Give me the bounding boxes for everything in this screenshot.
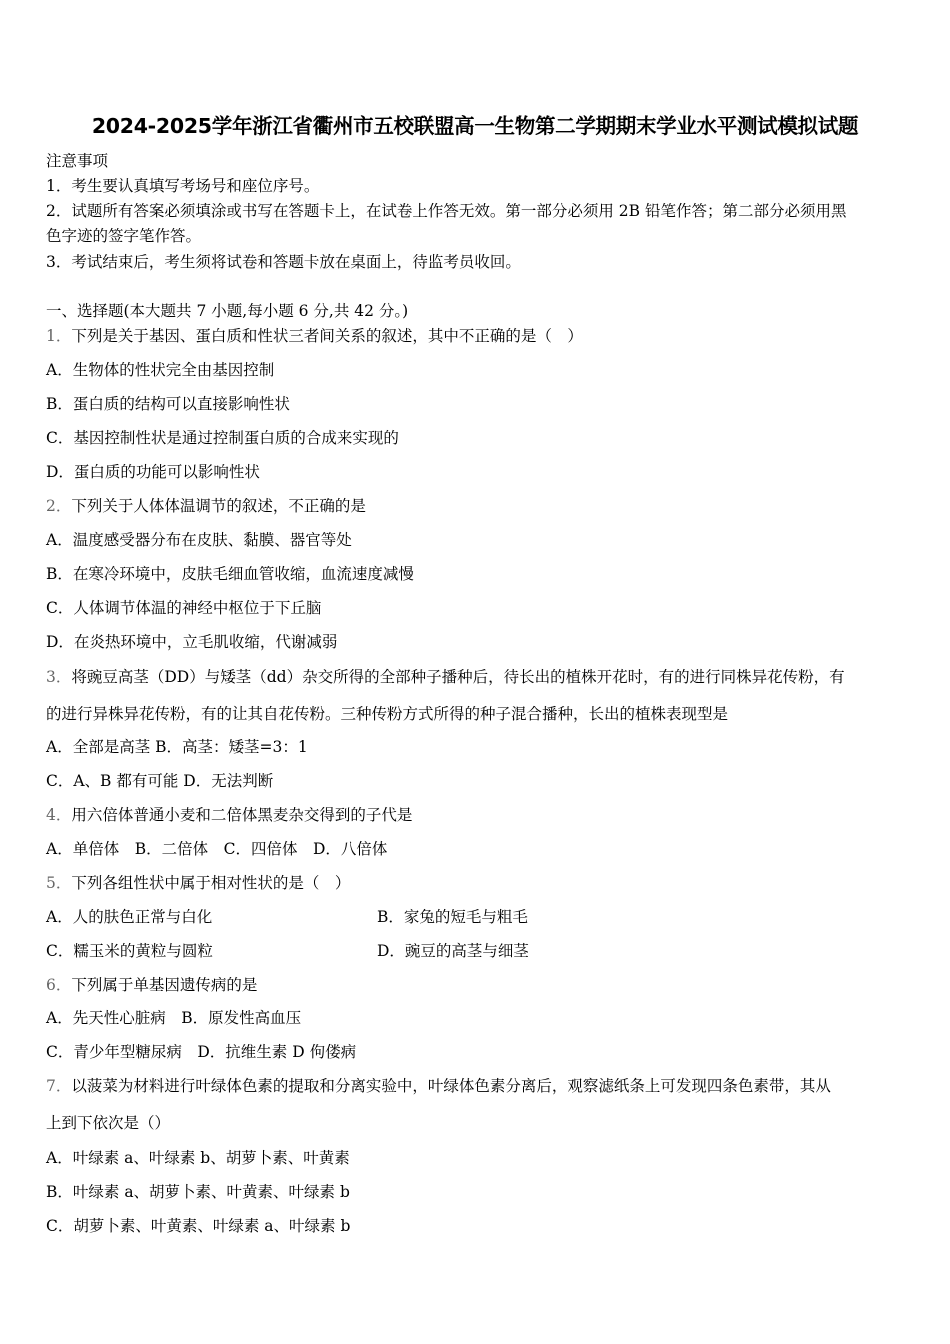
question-number: 1． [46, 327, 72, 345]
question-stem: 7．以菠菜为材料进行叶绿体色素的提取和分离实验中，叶绿体色素分离后，观察滤纸条上可发现四条色素带，其从 [46, 1077, 831, 1095]
notice-item: 2．试题所有答案必须填涂或书写在答题卡上，在试卷上作答无效。第一部分必须用 2B 铅笔作答；第二部分必须用黑 [46, 202, 847, 220]
notice-item: 1．考生要认真填写考场号和座位序号。 [46, 177, 320, 195]
question-stem: 2．下列关于人体体温调节的叙述，不正确的是 [46, 497, 366, 515]
question-stem-cont: 的进行异株异花传粉，有的让其自花传粉。三种传粉方式所得的种子混合播种，长出的植株表现型是 [46, 705, 729, 723]
option: A．生物体的性状完全由基因控制 [46, 361, 275, 379]
option: A．叶绿素 a、叶绿素 b、胡萝卜素、叶黄素 [46, 1149, 350, 1167]
notice-item: 3．考试结束后，考生须将试卷和答题卡放在桌面上，待监考员收回。 [46, 253, 521, 271]
notice-heading: 注意事项 [46, 152, 109, 170]
option: C．胡萝卜素、叶黄素、叶绿素 a、叶绿素 b [46, 1217, 351, 1235]
option: A．单倍体 B．二倍体 C．四倍体 D．八倍体 [46, 840, 388, 858]
question-number: 6． [46, 976, 72, 994]
question-number: 2． [46, 497, 72, 515]
option: D．在炎热环境中，立毛肌收缩，代谢减弱 [46, 633, 338, 651]
question-stem: 4．用六倍体普通小麦和二倍体黑麦杂交得到的子代是 [46, 806, 413, 824]
option: C．青少年型糖尿病 D．抗维生素 D 佝偻病 [46, 1043, 357, 1061]
option: C．A、B 都有可能 D．无法判断 [46, 772, 274, 790]
option: D．蛋白质的功能可以影响性状 [46, 463, 260, 481]
option: B．叶绿素 a、胡萝卜素、叶黄素、叶绿素 b [46, 1183, 350, 1201]
option: D．豌豆的高茎与细茎 [377, 942, 529, 960]
question-number: 5． [46, 874, 72, 892]
option: B．在寒冷环境中，皮肤毛细血管收缩，血流速度减慢 [46, 565, 414, 583]
question-number: 4． [46, 806, 72, 824]
option: C．人体调节体温的神经中枢位于下丘脑 [46, 599, 322, 617]
option: C．基因控制性状是通过控制蛋白质的合成来实现的 [46, 429, 399, 447]
option: A．人的肤色正常与白化 [46, 908, 213, 926]
option: A．全部是高茎 B．高茎：矮茎=3：1 [46, 738, 308, 756]
option: C．糯玉米的黄粒与圆粒 [46, 942, 213, 960]
question-stem: 1．下列是关于基因、蛋白质和性状三者间关系的叙述，其中不正确的是（ ） [46, 327, 583, 345]
question-stem: 3．将豌豆高茎（DD）与矮茎（dd）杂交所得的全部种子播种后，待长出的植株开花时，有的进行同株异花传粉，有 [46, 668, 845, 686]
section-heading: 一、选择题(本大题共 7 小题,每小题 6 分,共 42 分。) [46, 302, 409, 320]
option: B．家兔的短毛与粗毛 [377, 908, 528, 926]
question-stem: 6．下列属于单基因遗传病的是 [46, 976, 258, 994]
question-stem-cont: 上到下依次是（） [46, 1114, 171, 1132]
question-number: 7． [46, 1077, 72, 1095]
option: A．温度感受器分布在皮肤、黏膜、器官等处 [46, 531, 352, 549]
option: B．蛋白质的结构可以直接影响性状 [46, 395, 290, 413]
question-stem: 5．下列各组性状中属于相对性状的是（ ） [46, 874, 351, 892]
option: A．先天性心脏病 B．原发性高血压 [46, 1009, 302, 1027]
notice-item: 色字迹的签字笔作答。 [46, 227, 202, 245]
document-title: 2024-2025学年浙江省衢州市五校联盟高一生物第二学期期末学业水平测试模拟试题 [91, 114, 859, 138]
question-number: 3． [46, 668, 72, 686]
